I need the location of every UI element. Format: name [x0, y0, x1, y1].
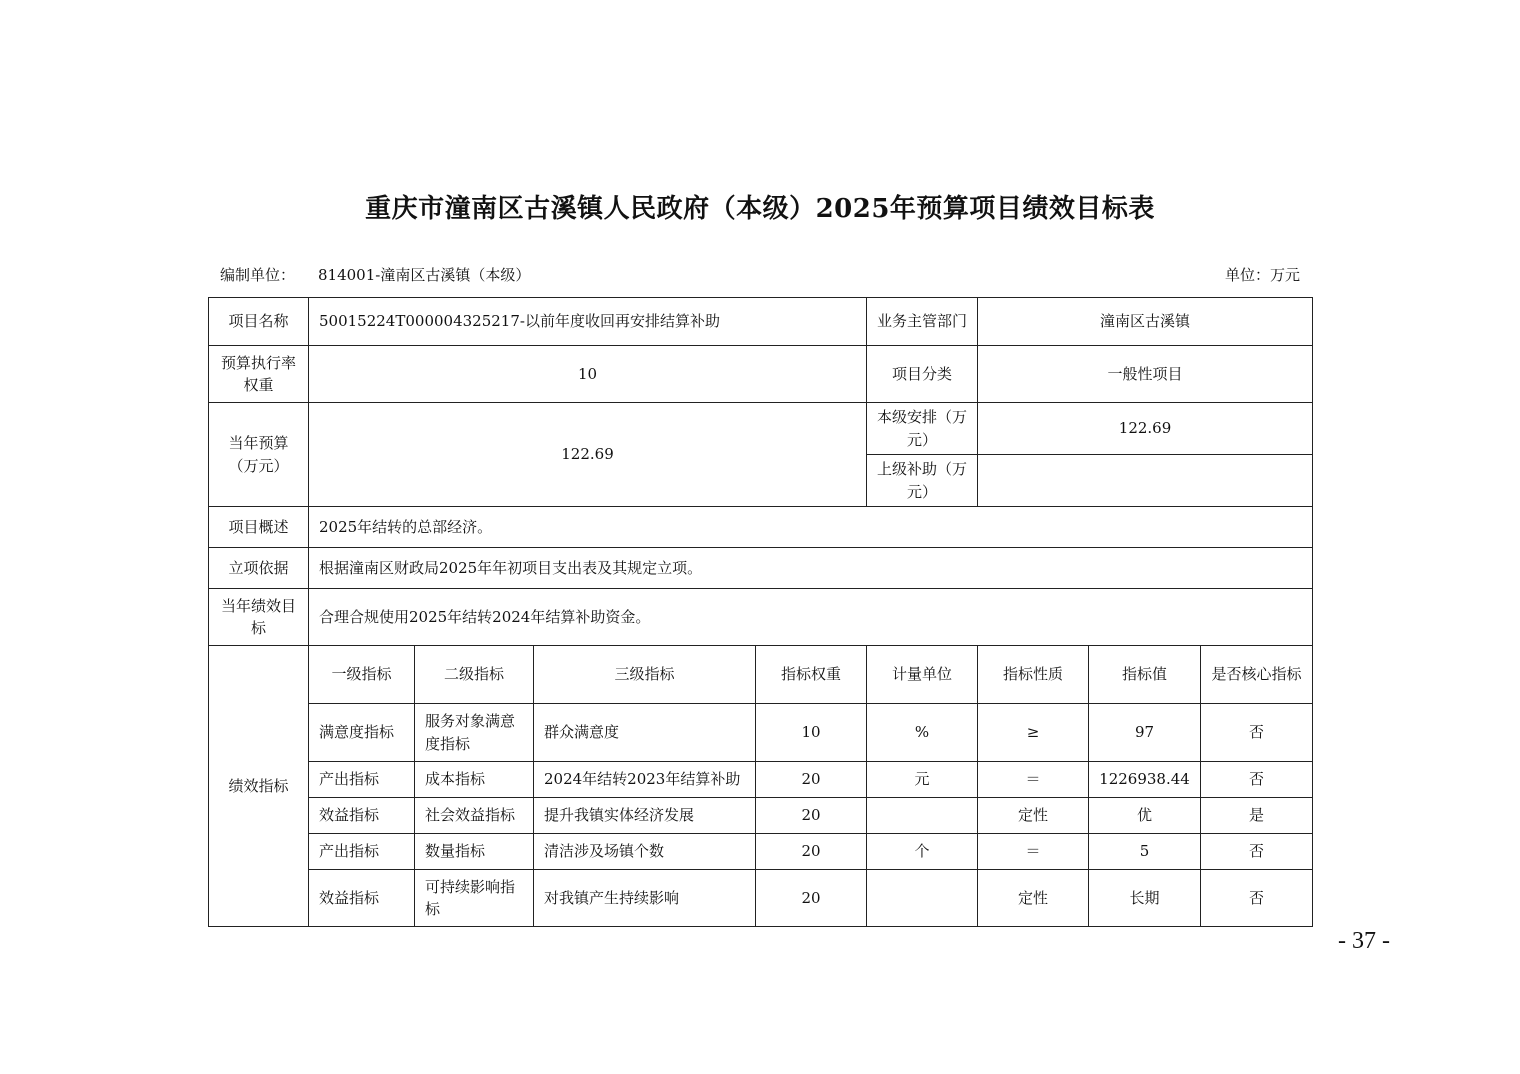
level1-cell: 效益指标 — [309, 798, 415, 834]
header-level1: 一级指标 — [309, 646, 415, 704]
row-weight — [209, 346, 1313, 403]
header-level3: 三级指标 — [534, 646, 756, 704]
weight-cell: 20 — [756, 798, 867, 834]
upper-label: 上级补助（万元） — [867, 455, 978, 507]
core-cell: 否 — [1201, 870, 1313, 927]
category-value: 一般性项目 — [978, 346, 1313, 403]
header-core: 是否核心指标 — [1201, 646, 1313, 704]
level1-cell: 产出指标 — [309, 834, 415, 870]
header-nature: 指标性质 — [978, 646, 1089, 704]
indicator-row — [209, 762, 1313, 798]
upper-value — [978, 455, 1313, 507]
level3-cell: 对我镇产生持续影响 — [534, 870, 756, 927]
goal-label: 当年绩效目标 — [209, 589, 309, 646]
value-cell: 长期 — [1089, 870, 1201, 927]
document-title: 重庆市潼南区古溪镇人民政府（本级）2025年预算项目绩效目标表 — [365, 194, 1155, 224]
basis-label: 立项依据 — [209, 548, 309, 589]
level3-cell: 群众满意度 — [534, 704, 756, 762]
row-project-name — [209, 298, 1313, 346]
dept-value: 潼南区古溪镇 — [978, 298, 1313, 346]
own-value: 122.69 — [978, 403, 1313, 455]
org-label: 编制单位： — [220, 266, 296, 284]
nature-cell: 定性 — [978, 798, 1089, 834]
row-goal — [209, 589, 1313, 646]
nature-cell: ＝ — [978, 762, 1089, 798]
summary-value: 2025年结转的总部经济。 — [309, 507, 1313, 548]
value-cell: 5 — [1089, 834, 1201, 870]
weight-value: 10 — [309, 346, 867, 403]
category-label: 项目分类 — [867, 346, 978, 403]
header-level2: 二级指标 — [415, 646, 534, 704]
level2-cell: 社会效益指标 — [415, 798, 534, 834]
nature-cell: 定性 — [978, 870, 1089, 927]
level2-cell: 成本指标 — [415, 762, 534, 798]
core-cell: 否 — [1201, 834, 1313, 870]
weight-cell: 20 — [756, 834, 867, 870]
budget-value: 122.69 — [309, 403, 867, 507]
unit-cell: 元 — [867, 762, 978, 798]
value-cell: 97 — [1089, 704, 1201, 762]
own-label: 本级安排（万元） — [867, 403, 978, 455]
unit-cell — [867, 870, 978, 927]
project-name-label: 项目名称 — [209, 298, 309, 346]
weight-label: 预算执行率权重 — [209, 346, 309, 403]
indicator-header-row — [209, 646, 1313, 704]
header-weight: 指标权重 — [756, 646, 867, 704]
core-cell: 否 — [1201, 704, 1313, 762]
weight-cell: 20 — [756, 870, 867, 927]
project-name-value: 50015224T000004325217-以前年度收回再安排结算补助 — [309, 298, 867, 346]
level1-cell: 产出指标 — [309, 762, 415, 798]
goal-value: 合理合规使用2025年结转2024年结算补助资金。 — [309, 589, 1313, 646]
header-unit: 计量单位 — [867, 646, 978, 704]
core-cell: 是 — [1201, 798, 1313, 834]
weight-cell: 10 — [756, 704, 867, 762]
level1-cell: 效益指标 — [309, 870, 415, 927]
unit-cell: % — [867, 704, 978, 762]
org-value: 814001-潼南区古溪镇（本级） — [318, 266, 531, 284]
row-basis — [209, 548, 1313, 589]
level2-cell: 可持续影响指标 — [415, 870, 534, 927]
value-cell: 1226938.44 — [1089, 762, 1201, 798]
core-cell: 否 — [1201, 762, 1313, 798]
value-cell: 优 — [1089, 798, 1201, 834]
level3-cell: 2024年结转2023年结算补助 — [534, 762, 756, 798]
level2-cell: 数量指标 — [415, 834, 534, 870]
header-value: 指标值 — [1089, 646, 1201, 704]
weight-cell: 20 — [756, 762, 867, 798]
indicator-row — [209, 834, 1313, 870]
level3-cell: 提升我镇实体经济发展 — [534, 798, 756, 834]
summary-label: 项目概述 — [209, 507, 309, 548]
nature-cell: ≥ — [978, 704, 1089, 762]
page-number: - 37 - — [1338, 928, 1390, 954]
basis-value: 根据潼南区财政局2025年年初项目支出表及其规定立项。 — [309, 548, 1313, 589]
indicators-section-label: 绩效指标 — [209, 646, 309, 927]
indicator-row — [209, 870, 1313, 927]
level2-cell: 服务对象满意度指标 — [415, 704, 534, 762]
unit-cell: 个 — [867, 834, 978, 870]
budget-label: 当年预算（万元） — [209, 403, 309, 507]
row-summary — [209, 507, 1313, 548]
performance-table — [208, 297, 1313, 927]
row-budget-own — [209, 403, 1313, 455]
org-info — [220, 264, 530, 285]
indicator-row — [209, 704, 1313, 762]
unit-label: 单位：万元 — [1224, 266, 1300, 284]
level1-cell: 满意度指标 — [309, 704, 415, 762]
dept-label: 业务主管部门 — [867, 298, 978, 346]
unit-cell — [867, 798, 978, 834]
indicator-row — [209, 798, 1313, 834]
level3-cell: 清洁涉及场镇个数 — [534, 834, 756, 870]
nature-cell: ＝ — [978, 834, 1089, 870]
